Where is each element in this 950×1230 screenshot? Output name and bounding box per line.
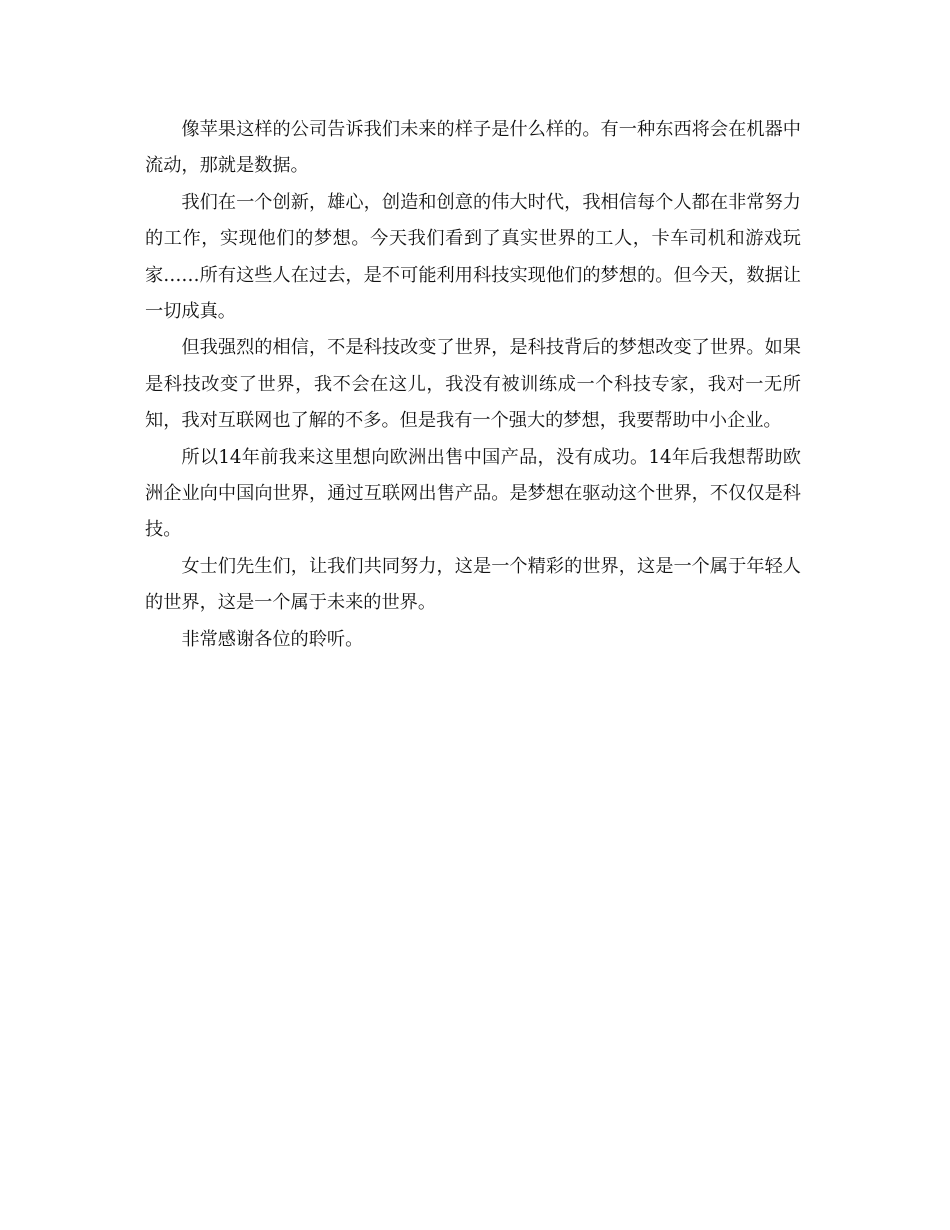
paragraph-4: 所以14年前我来这里想向欧洲出售中国产品，没有成功。14年后我想帮助欧洲企业向中国向世界，通过互联网出售产品。是梦想在驱动这个世界，不仅仅是科技。 bbox=[145, 446, 801, 541]
paragraph-3: 但我强烈的相信，不是科技改变了世界，是科技背后的梦想改变了世界。如果是科技改变了世界，我不会在这儿，我没有被训练成一个科技专家，我对一无所知，我对互联网也了解的不多。但是我有一个强大的梦想，我要帮助中小企业。 bbox=[145, 337, 801, 432]
paragraph-1: 像苹果这样的公司告诉我们未来的样子是什么样的。有一种东西将会在机器中流动，那就是数据。 bbox=[145, 119, 801, 177]
paragraph-6: 非常感谢各位的聆听。 bbox=[181, 628, 364, 650]
paragraph-2: 我们在一个创新，雄心，创造和创意的伟大时代，我相信每个人都在非常努力的工作，实现他们的梦想。今天我们看到了真实世界的工人，卡车司机和游戏玩家……所有这些人在过去，是不可能利用科技实现他们的梦想的。但今天，数据让一切成真。 bbox=[145, 191, 801, 323]
document-body bbox=[145, 112, 801, 658]
paragraph-5: 女士们先生们，让我们共同努力，这是一个精彩的世界，这是一个属于年轻人的世界，这是一个属于未来的世界。 bbox=[145, 555, 801, 614]
